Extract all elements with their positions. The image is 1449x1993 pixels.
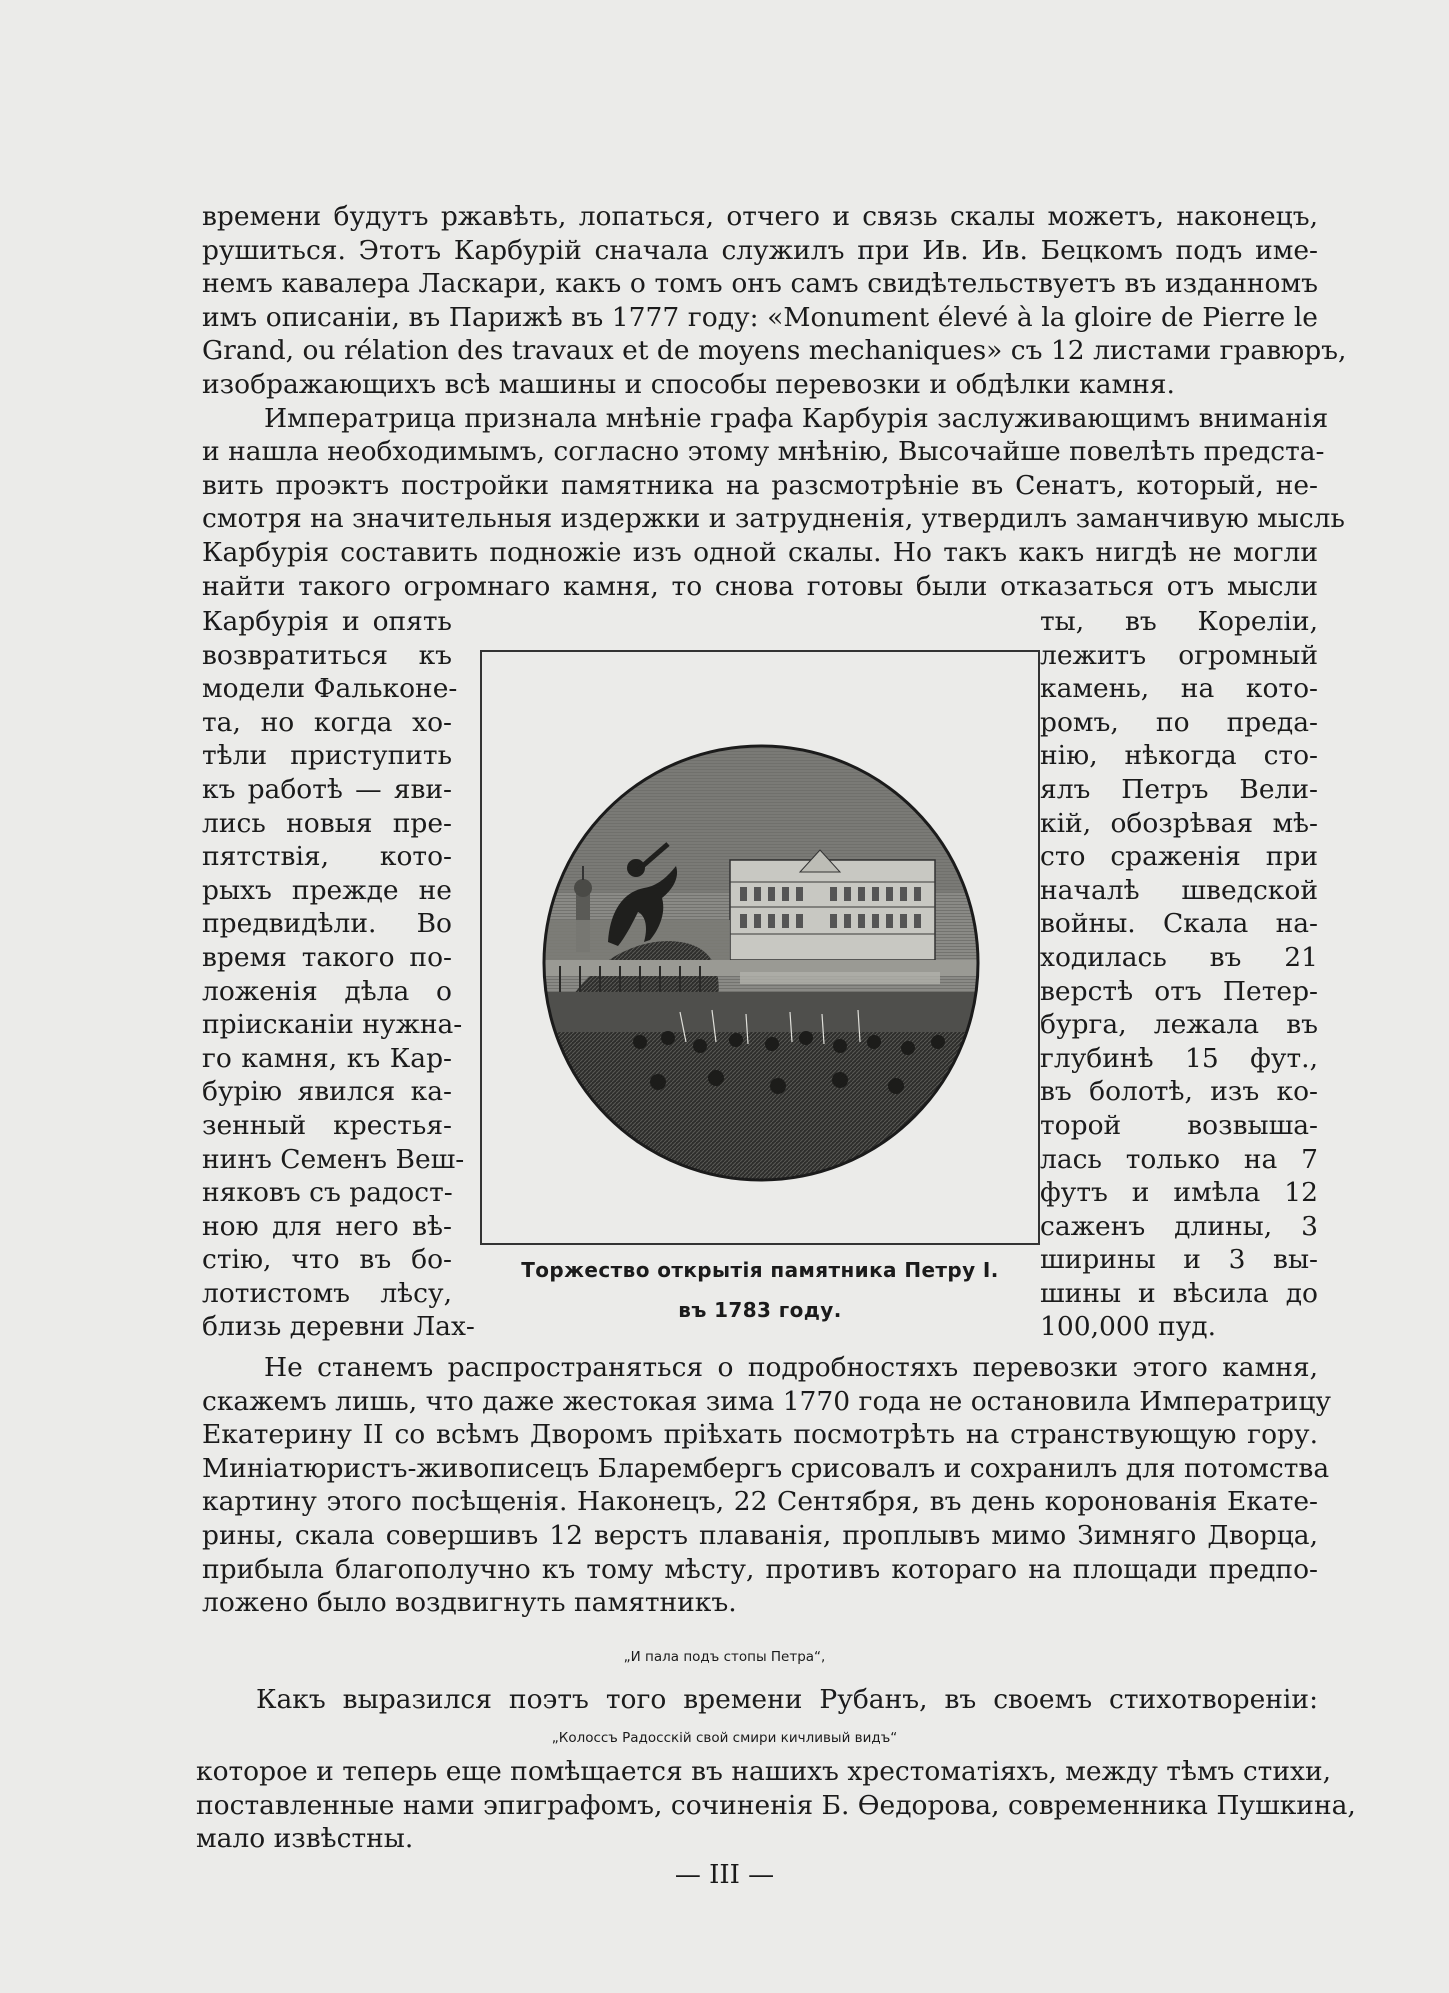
text-line: ромъ, по преда-	[1040, 706, 1318, 738]
epigraph-quote: „И пала подъ стопы Петра“,	[623, 1649, 826, 1665]
text-line: Екатерину II со всѣмъ Дворомъ пріѣхать посмотрѣть на странствующую гору.	[202, 1419, 1318, 1451]
text-line: близь деревни Лах-	[202, 1311, 475, 1343]
text-line: бурга, лежала въ	[1040, 1009, 1318, 1041]
text-line: модели Фальконе-	[202, 673, 458, 705]
engraving-illustration	[540, 742, 982, 1184]
text-line: сто сраженія при	[1040, 841, 1318, 873]
figure-caption-title: Торжество открытія памятника Петру I.	[521, 1258, 999, 1282]
poem-quote: „Колоссъ Радосскій свой смири кичливый видъ“	[551, 1730, 898, 1746]
text-line: ты, въ Кореліи,	[1040, 606, 1318, 637]
text-line: въ болотѣ, изъ ко-	[1040, 1076, 1318, 1108]
text-line: ложенія дѣла о	[202, 975, 452, 1007]
page-number: — III —	[674, 1860, 775, 1890]
text-line: изображающихъ всѣ машины и способы перевозки и обдѣлки камня.	[202, 368, 1175, 400]
left-column	[202, 605, 475, 1344]
text-line: скажемъ лишь, что даже жестокая зима 1770 года не остановила Императрицу	[202, 1385, 1331, 1417]
text-line: Grand, ou rélation des travaux et de moyens mechaniques» съ 12 листами гравюръ,	[202, 335, 1347, 367]
text-line: рыхъ прежде не	[202, 874, 452, 906]
text-line: ялъ Петръ Вели-	[1040, 773, 1318, 805]
text-line: зенный крестья-	[202, 1109, 452, 1141]
text-line: ходилась въ 21	[1040, 941, 1318, 973]
text-line: вить проэктъ постройки памятника на разсмотрѣніе въ Сенатъ, который, не-	[202, 469, 1318, 501]
poet-citation-line: Какъ выразился поэтъ того времени Рубанъ, въ своемъ стихотвореніи:	[256, 1684, 1318, 1715]
text-line: ною для него вѣ-	[202, 1210, 452, 1242]
text-line: камень, на кото-	[1040, 673, 1318, 705]
top-text-block	[202, 200, 1347, 603]
text-line: поставленные нами эпиграфомъ, сочиненія Б. Ѳедорова, современника Пушкина,	[196, 1789, 1356, 1821]
text-line: лежитъ огромный	[1040, 639, 1318, 671]
text-line: бурію явился ка-	[202, 1076, 452, 1108]
text-line: ложено было воздвигнуть памятникъ.	[202, 1587, 737, 1619]
text-line: лась только на 7	[1040, 1143, 1318, 1175]
right-column	[1040, 605, 1318, 1344]
text-line: 100,000 пуд.	[1040, 1311, 1217, 1343]
text-line: тѣли приступить	[202, 740, 452, 772]
text-line: та, но когда хо-	[202, 706, 452, 738]
text-line: лись новыя пре-	[202, 807, 452, 839]
text-line: время такого по-	[202, 941, 452, 973]
text-line: нинъ Семенъ Веш-	[202, 1143, 465, 1175]
text-line: лотистомъ лѣсу,	[202, 1277, 452, 1309]
figure-caption-year: въ 1783 году.	[678, 1298, 842, 1322]
text-line: рушиться. Этотъ Карбурій сначала служилъ при Ив. Ив. Бецкомъ подъ име-	[202, 234, 1318, 266]
text-line: возвратиться къ	[202, 639, 452, 671]
text-line: футъ и имѣла 12	[1040, 1177, 1318, 1209]
text-line: го камня, къ Кар-	[202, 1042, 452, 1074]
text-line: рины, скала совершивъ 12 верстъ плаванія, проплывъ мимо Зимняго Дворца,	[202, 1519, 1318, 1551]
text-line: стію, что въ бо-	[202, 1244, 452, 1276]
text-line: картину этого посѣщенія. Наконецъ, 22 Сентября, въ день коронованія Екате-	[202, 1486, 1318, 1518]
text-line: няковъ съ радост-	[202, 1177, 453, 1209]
text-line: Миніатюристъ-живописецъ Бларембергъ срисовалъ и сохранилъ для потомства	[202, 1452, 1330, 1484]
text-line: найти такого огромнаго камня, то снова готовы были отказаться отъ мысли	[202, 570, 1318, 602]
text-line: которое и теперь еще помѣщается въ нашихъ хрестоматіяхъ, между тѣмъ стихи,	[196, 1756, 1332, 1787]
text-line: войны. Скала на-	[1040, 908, 1318, 940]
text-line: верстѣ отъ Петер-	[1040, 975, 1318, 1007]
text-line: предвидѣли. Во	[202, 908, 452, 940]
text-line: кій, обозрѣвая мѣ-	[1040, 807, 1318, 839]
text-line: имъ описанiи, въ Парижѣ въ 1777 году: «Monument élevé à la gloire de Pierre le	[202, 301, 1318, 333]
closing-text-block	[196, 1755, 1356, 1856]
text-line: мало извѣстны.	[196, 1823, 414, 1855]
text-line: нію, нѣкогда сто-	[1040, 740, 1318, 772]
text-line: къ работѣ — яви-	[202, 773, 452, 805]
text-line: Карбурія и опять	[202, 606, 452, 637]
text-line: саженъ длины, 3	[1040, 1210, 1318, 1242]
text-line: торой возвыша-	[1040, 1109, 1318, 1141]
text-line: Императрица признала мнѣніе графа Карбурія заслуживающимъ вниманія	[264, 402, 1329, 434]
text-line: и нашла необходимымъ, согласно этому мнѣнію, Высочайше повелѣть предста-	[202, 436, 1325, 468]
text-line: прiисканiи нужна-	[202, 1009, 463, 1041]
text-line: смотря на значительныя издержки и затрудненія, утвердилъ заманчивую мысль	[202, 503, 1345, 535]
text-line: глубинѣ 15 фут.,	[1040, 1042, 1318, 1074]
text-line: немъ кавалера Ласкари, какъ о томъ онъ самъ свидѣтельствуетъ въ изданномъ	[202, 268, 1318, 300]
text-line: времени будутъ ржавѣть, лопаться, отчего и связь скалы можетъ, наконецъ,	[202, 201, 1318, 232]
senate-building	[730, 860, 935, 960]
text-line: шины и вѣсила до	[1040, 1277, 1318, 1309]
bottom-text-block	[202, 1351, 1331, 1620]
text-line: Не станемъ распространяться о подробностяхъ перевозки этого камня,	[264, 1352, 1318, 1383]
text-line: пятствія, кото-	[202, 841, 452, 873]
text-line: ширины и 3 вы-	[1040, 1244, 1318, 1276]
text-line: началѣ шведской	[1040, 874, 1318, 906]
text-line: Карбурія составить подножіе изъ одной скалы. Но такъ какъ нигдѣ не могли	[202, 536, 1318, 568]
text-line: прибыла благополучно къ тому мѣсту, противъ котораго на площади предпо-	[202, 1553, 1318, 1585]
